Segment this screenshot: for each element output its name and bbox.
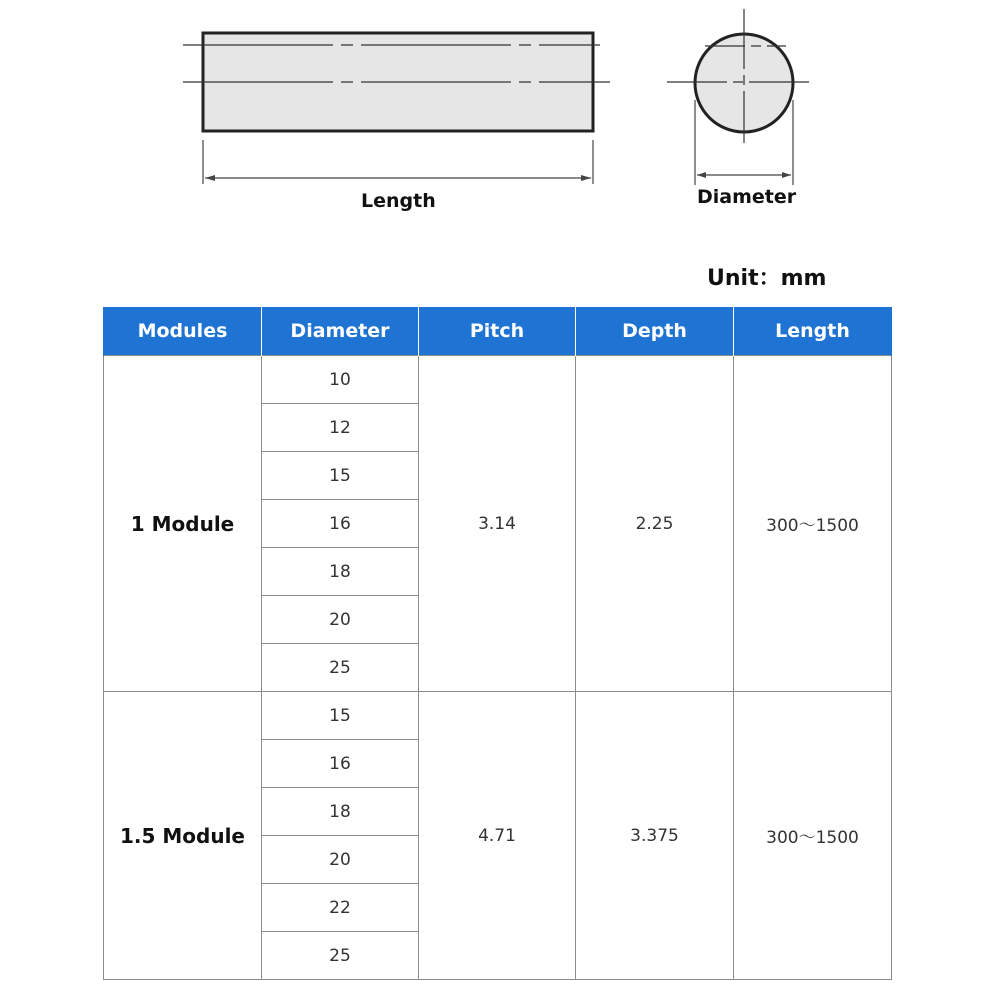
- header-depth: Depth: [576, 307, 734, 356]
- header-length: Length: [734, 307, 892, 356]
- diameter-label: Diameter: [697, 186, 797, 208]
- diameter-cell: 15: [262, 692, 419, 740]
- length-arrow-left: [205, 175, 215, 181]
- length-cell: 300～1500: [734, 356, 892, 692]
- diameter-cell: 20: [262, 836, 419, 884]
- table-row: [104, 356, 892, 404]
- diameter-cell: 25: [262, 932, 419, 980]
- length-cell: 300～1500: [734, 692, 892, 980]
- depth-cell: 2.25: [576, 356, 734, 692]
- header-pitch: Pitch: [419, 307, 576, 356]
- diameter-cell: 16: [262, 500, 419, 548]
- length-arrow-right: [581, 175, 591, 181]
- pitch-cell: 4.71: [419, 692, 576, 980]
- diameter-cell: 18: [262, 788, 419, 836]
- length-label: Length: [361, 190, 436, 212]
- table-row: [104, 692, 892, 740]
- diameter-cell: 18: [262, 548, 419, 596]
- diameter-cell: 12: [262, 404, 419, 452]
- diameter-cell: 10: [262, 356, 419, 404]
- diameter-cell: 20: [262, 596, 419, 644]
- module-cell: 1 Module: [104, 356, 262, 692]
- spec-table: [103, 307, 892, 980]
- depth-cell: 3.375: [576, 692, 734, 980]
- pitch-cell: 3.14: [419, 356, 576, 692]
- diameter-arrow-right: [782, 172, 791, 178]
- diameter-cell: 25: [262, 644, 419, 692]
- header-modules: Modules: [104, 307, 262, 356]
- diameter-cell: 15: [262, 452, 419, 500]
- header-diameter: Diameter: [262, 307, 419, 356]
- module-cell: 1.5 Module: [104, 692, 262, 980]
- rod-technical-drawing: [0, 0, 1000, 300]
- diameter-cell: 22: [262, 884, 419, 932]
- unit-label: Unit：mm: [707, 266, 827, 291]
- table-header-row: [104, 307, 892, 356]
- diameter-cell: 16: [262, 740, 419, 788]
- diameter-arrow-left: [697, 172, 706, 178]
